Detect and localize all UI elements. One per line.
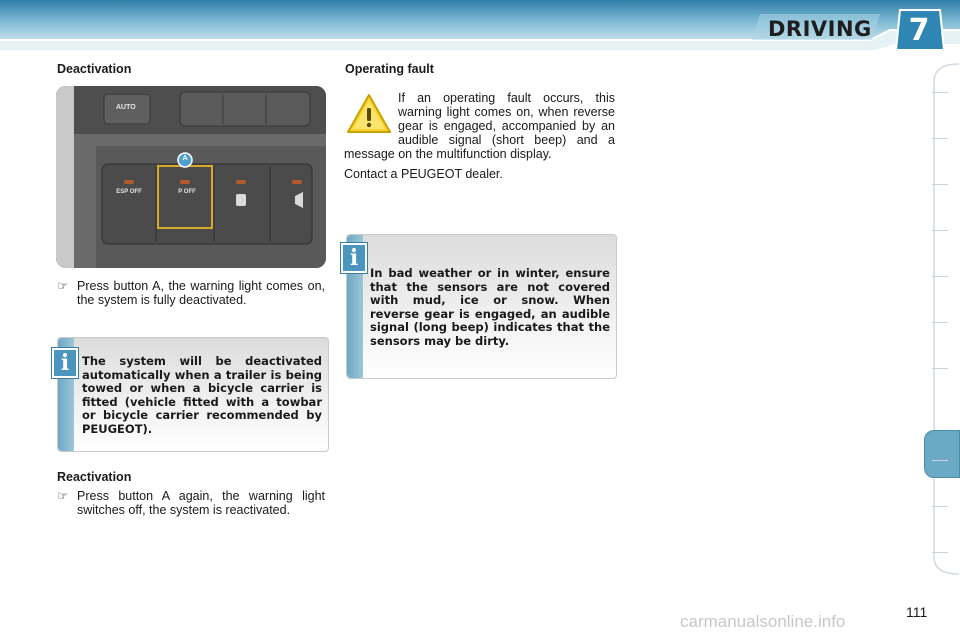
dashboard-buttons-photo <box>56 86 326 268</box>
tab-divider <box>932 92 948 93</box>
tab-divider <box>932 368 948 369</box>
pointing-hand-icon: ☞ <box>57 279 69 293</box>
tab-divider <box>932 276 948 277</box>
chapter-number: 7 <box>908 13 930 48</box>
auto-button-label: AUTO <box>116 104 136 111</box>
fault-description <box>344 91 615 187</box>
pointing-hand-icon: ☞ <box>57 489 69 503</box>
tab-divider <box>932 322 948 323</box>
tab-outline <box>924 62 960 577</box>
esp-button-label: ESP OFF <box>116 189 142 195</box>
reactivation-heading: Reactivation <box>57 470 132 484</box>
weather-info-text: In bad weather or in winter, ensure that the sensors are not covered with mud, ice or snow. When reverse gear is engaged, an audible signal (long beep) indicates that the sensors may be dirty. <box>370 266 610 348</box>
deactivation-text: Press button A, the warning light comes on, the system is fully deactivated. <box>77 279 325 307</box>
chapter-tab-active[interactable] <box>924 430 960 478</box>
thumb-index-tabs <box>924 62 960 577</box>
fault-text: If an operating fault occurs, this warning light comes on, when reverse gear is engaged, accompanied by an audible signal (short beep) and a message on the multifunction display. <box>344 91 615 161</box>
reactivation-instruction <box>57 490 325 517</box>
tab-divider <box>932 184 948 185</box>
weather-info-box <box>346 234 617 379</box>
park-sensor-button-label: P OFF <box>178 189 196 195</box>
chapter-title: DRIVING <box>768 17 872 41</box>
contact-text: Contact a PEUGEOT dealer. <box>344 167 503 181</box>
info-icon: i <box>52 348 78 378</box>
info-icon: i <box>341 243 367 273</box>
tab-divider <box>932 552 948 553</box>
reactivation-text: Press button A again, the warning light switches off, the system is reactivated. <box>77 489 325 517</box>
watermark: carmanualsonline.info <box>680 612 846 631</box>
trailer-info-box <box>57 337 329 452</box>
tab-divider <box>932 230 948 231</box>
deactivation-instruction <box>57 280 325 307</box>
tab-divider <box>932 506 948 507</box>
icon-float-spacer <box>344 91 398 135</box>
tab-divider <box>932 460 948 461</box>
operating-fault-heading: Operating fault <box>345 62 434 76</box>
page-number: 111 <box>906 604 928 620</box>
button-a-callout: A <box>182 155 188 162</box>
deactivation-heading: Deactivation <box>57 62 132 76</box>
tab-divider <box>932 138 948 139</box>
trailer-info-text: The system will be deactivated automatically when a trailer is being towed or when a bicycle carrier is fitted (vehicle fitted with a towbar or bicycle carrier recommended by PEUGEOT). <box>82 354 322 436</box>
